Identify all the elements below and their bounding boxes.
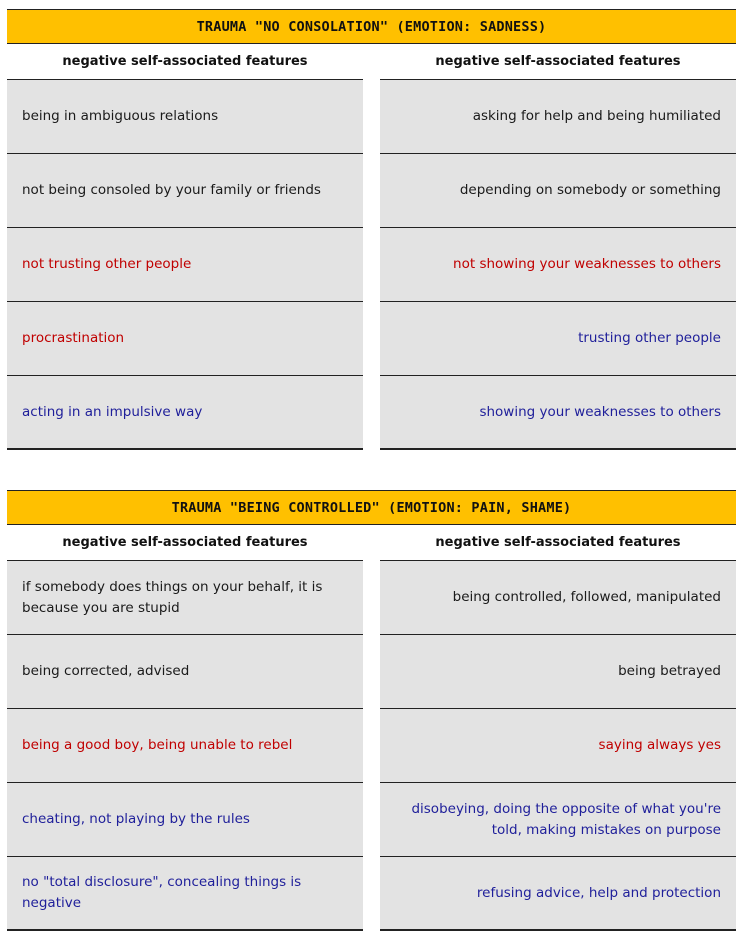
section-title: TRAUMA "NO CONSOLATION" (EMOTION: SADNESS)	[7, 9, 736, 44]
feature-cell: being corrected, advised	[7, 635, 363, 709]
feature-cell: no "total disclosure", concealing things is negative	[7, 857, 363, 931]
right-column	[380, 44, 736, 450]
feature-cell: asking for help and being humiliated	[380, 80, 736, 154]
feature-cell: not trusting other people	[7, 228, 363, 302]
feature-cell: trusting other people	[380, 302, 736, 376]
feature-cell: if somebody does things on your behalf, it is because you are stupid	[7, 561, 363, 635]
feature-cell: refusing advice, help and protection	[380, 857, 736, 931]
section-title: TRAUMA "BEING CONTROLLED" (EMOTION: PAIN, SHAME)	[7, 490, 736, 525]
column-header: negative self-associated features	[7, 525, 363, 561]
feature-cell: saying always yes	[380, 709, 736, 783]
feature-cell: procrastination	[7, 302, 363, 376]
feature-cell: being in ambiguous relations	[7, 80, 363, 154]
section-being-controlled	[7, 490, 736, 931]
column-header: negative self-associated features	[7, 44, 363, 80]
right-column	[380, 525, 736, 931]
left-column	[7, 525, 363, 931]
feature-cell: being betrayed	[380, 635, 736, 709]
feature-cell: being controlled, followed, manipulated	[380, 561, 736, 635]
left-column	[7, 44, 363, 450]
feature-cell: depending on somebody or something	[380, 154, 736, 228]
column-header: negative self-associated features	[380, 525, 736, 561]
section-no-consolation	[7, 9, 736, 450]
feature-cell: disobeying, doing the opposite of what you're told, making mistakes on purpose	[380, 783, 736, 857]
feature-cell: not showing your weaknesses to others	[380, 228, 736, 302]
feature-cell: not being consoled by your family or friends	[7, 154, 363, 228]
feature-cell: acting in an impulsive way	[7, 376, 363, 450]
feature-cell: cheating, not playing by the rules	[7, 783, 363, 857]
feature-cell: being a good boy, being unable to rebel	[7, 709, 363, 783]
column-header: negative self-associated features	[380, 44, 736, 80]
feature-cell: showing your weaknesses to others	[380, 376, 736, 450]
